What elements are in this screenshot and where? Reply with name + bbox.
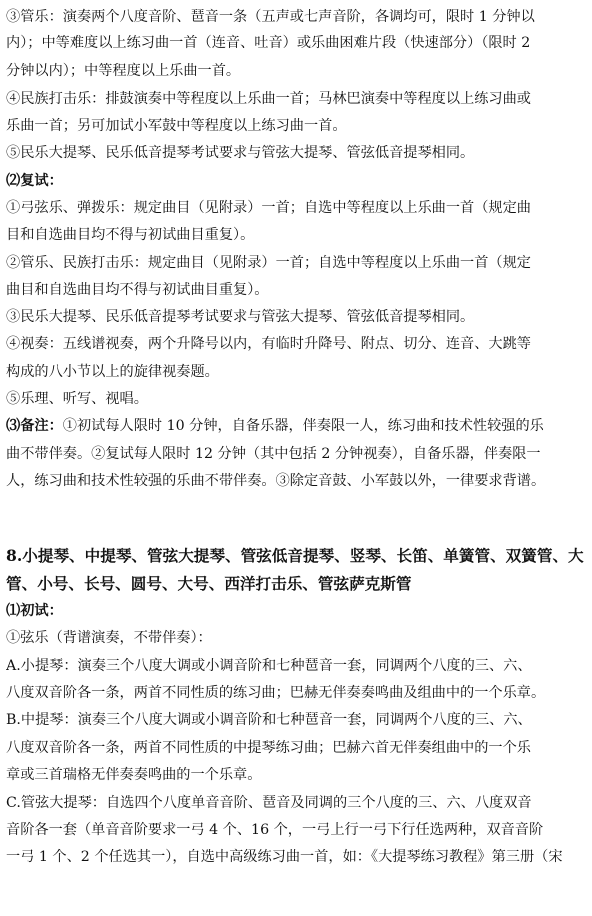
text-line: ①弦乐（背谱演奏，不带伴奏）：	[6, 630, 212, 646]
text-line: 一弓 1 个、2 个任选其一），自选中高级练习曲一首，如：《大提琴练习教程》第三册（宋	[6, 849, 563, 865]
text-line: B.中提琴：演奏三个八度大调或小调音阶和七种琶音一套，同调两个八度的三、六、	[6, 712, 532, 728]
text-line: 八度双音阶各一条，两首不同性质的中提琴练习曲；巴赫六首无伴奏组曲中的一个乐	[6, 740, 531, 756]
text-line: 章或三首瑞格无伴奏奏鸣曲的一个乐章。	[6, 767, 262, 783]
text-line: C.管弦大提琴：自选四个八度单音音阶、琶音及同调的三个八度的三、六、八度双音	[6, 795, 532, 811]
text-line: ⑤民乐大提琴、民乐低音提琴考试要求与管弦大提琴、管弦低音提琴相同。	[6, 145, 475, 161]
notes-text: ①初试每人限时 10 分钟，自备乐器，伴奏限一人，练习曲和技术性较强的乐	[62, 418, 544, 434]
section-heading-8: 8.小提琴、中提琴、管弦大提琴、管弦低音提琴、竖琴、长笛、单簧管、双簧管、大	[6, 546, 584, 565]
text-line: 目和自选曲目均不得与初试曲目重复）。	[6, 227, 255, 243]
notes-line	[6, 416, 588, 436]
text-line: 曲不带伴奏。②复试每人限时 12 分钟（其中包括 2 分钟视奏），自备乐器，伴奏限一	[6, 446, 541, 462]
text-line: 音阶各一套（单音音阶要求一弓 4 个、16 个，一弓上行一弓下行任选两种，双音音阶	[6, 822, 544, 838]
section-heading-8-cont: 管、小号、长号、圆号、大号、西洋打击乐、管弦萨克斯管	[6, 574, 412, 593]
text-line: ④视奏：五线谱视奏，两个升降号以内，有临时升降号、附点、切分、连音、大跳等	[6, 336, 531, 352]
text-line: ①弓弦乐、弹拨乐：规定曲目（见附录）一首；自选中等程度以上乐曲一首（规定曲	[6, 200, 531, 216]
text-line: ③民乐大提琴、民乐低音提琴考试要求与管弦大提琴、管弦低音提琴相同。	[6, 309, 475, 325]
text-line: 构成的八小节以上的旋律视奏题。	[6, 364, 219, 380]
text-line: A.小提琴：演奏三个八度大调或小调音阶和七种琶音一套，同调两个八度的三、六、	[6, 658, 532, 674]
text-line: 曲目和自选曲目均不得与初试曲目重复）。	[6, 282, 269, 298]
text-line: ③管乐：演奏两个八度音阶、琶音一条（五声或七声音阶，各调均可，限时 1 分钟以	[6, 9, 535, 25]
text-line: 分钟以内）；中等程度以上乐曲一首。	[6, 63, 241, 79]
text-line: 八度双音阶各一条，两首不同性质的练习曲；巴赫无伴奏奏鸣曲及组曲中的一个乐章。	[6, 685, 546, 701]
text-line: 人，练习曲和技术性较强的乐曲不带伴奏。③除定音鼓、小军鼓以外，一律要求背谱。	[6, 473, 546, 489]
text-line: ②管乐、民族打击乐：规定曲目（见附录）一首；自选中等程度以上乐曲一首（规定	[6, 255, 531, 271]
section-heading-first-test: ⑴初试：	[6, 603, 63, 619]
text-line: ④民族打击乐：排鼓演奏中等程度以上乐曲一首；马林巴演奏中等程度以上练习曲或	[6, 91, 531, 107]
text-line: ⑤乐理、听写、视唱。	[6, 391, 148, 407]
text-line: 乐曲一首；另可加试小军鼓中等程度以上练习曲一首。	[6, 118, 347, 134]
notes-label: ⑶备注：	[6, 418, 63, 434]
section-heading-retest: ⑵复试：	[6, 173, 63, 189]
text-line: 内）；中等难度以上练习曲一首（连音、吐音）或乐曲困难片段（快速部分）（限时 2	[6, 35, 531, 51]
